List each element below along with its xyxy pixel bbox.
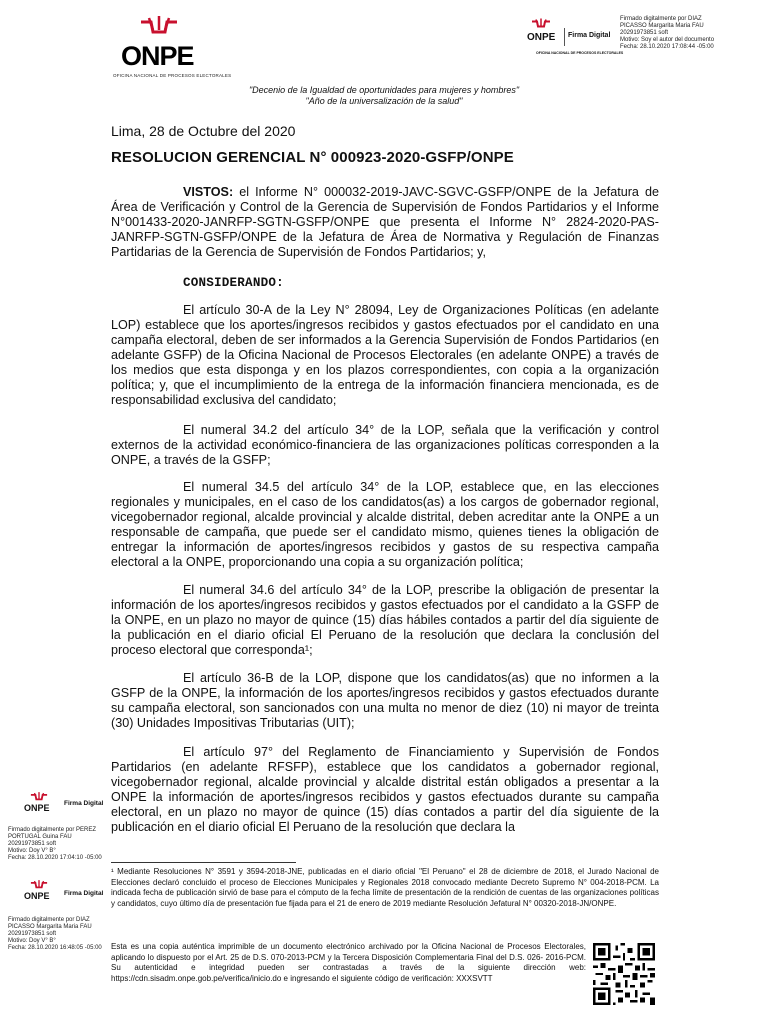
logo-text: ONPE — [121, 41, 194, 71]
signature-line: Fecha: 28.10.2020 17:08:44 -05:00 — [620, 44, 714, 50]
signature-line: Firmado digitalmente por DIAZ — [8, 917, 90, 923]
vistos-label: VISTOS: — [183, 185, 234, 199]
considerando-heading: CONSIDERANDO: — [183, 276, 284, 290]
logo-text: ONPE — [24, 891, 50, 901]
logo-text: ONPE — [24, 803, 50, 813]
header-signature-text — [620, 16, 760, 51]
signature-line: PICASSO Margarita Maria FAU — [620, 23, 704, 29]
paragraph-text: El artículo 97° del Reglamento de Financiamiento y Supervisión de Fondos Partidarios (en adelante RFSFP), establece que los candidatos a gobernador regional, vicegobernador regional, alcalde provincial y alcalde distrital están obligados a presentar a la ONPE la información de aportes/ingresos recibidos y gastos efectuados durante su campaña electoral, en un plazo no mayor de quince (15) días contados a partir del día siguiente de la publicación en el diario oficial El Peruano de la resolución que declara la — [111, 745, 659, 834]
signature-line: 20291973851 soft — [8, 841, 57, 847]
signature-line: Firmado digitalmente por DIAZ — [620, 16, 702, 22]
paragraph-6 — [111, 745, 659, 835]
signature-line: 20291973851 soft — [8, 931, 57, 937]
paragraph-3 — [111, 480, 659, 570]
signature-line: Fecha: 28.10.2020 16:48:05 -05:00 — [8, 945, 102, 951]
signature-line: Fecha: 28.10.2020 17:04:10 -05:00 — [8, 855, 102, 861]
firma-divider — [564, 28, 565, 46]
paragraph-text: El artículo 36-B de la LOP, dispone que los candidatos(as) que no informen a la GSFP de la ONPE, la información de los aportes/ingresos recibidos y gastos efectuados durante su campaña electoral, son sancionados con una multa no menor de diez (10) ni mayor de treinta (30) Unidades Impositivas Tributarias (UIT); — [111, 671, 659, 730]
signature-text — [8, 827, 118, 862]
signature-line: 20291973851 soft — [620, 30, 669, 36]
paragraph-text: El numeral 34.2 del artículo 34° de la LOP, señala que la verificación y control externos de la actividad económico-financiera de las organizaciones políticas corresponden a la ONPE, a través de la GSFP; — [111, 423, 659, 467]
document-title: RESOLUCION GERENCIAL N° 000923-2020-GSFP/ONPE — [111, 149, 514, 166]
vistos-text: el Informe N° 000032-2019-JAVC-SGVC-GSFP/ONPE de la Jefatura de Área de Verificación y Control de la Gerencia de Supervisión de Fondos Partidarios y el Informe N°001433-2020-JANRFP-SGTN-GSFP/ONPE que presenta el Informe N° 2824-2020-PAS-JANRFP-SGTN-GSFP/ONPE de la Jefatura de Área de Normativa y Regulación de Finanzas Partidarias de la Gerencia de Supervisión de Fondos Partidarios; y, — [111, 185, 659, 259]
firma-logo-text: ONPE — [527, 32, 556, 43]
footnote: ¹ Mediante Resoluciones N° 3591 y 3594-2018-JNE, publicadas en el diario oficial "El Peruano" el 28 de diciembre de 2018, el Jurado Nacional de Elecciones declaró concluido el proceso de Elecciones Municipales y Regionales 2018 convocado mediante Decreto Supremo N° 004-2018-PCM. La indicada fecha de publicación sirvió de base para el cómputo de la fecha límite de presentación de la rendición de cuentas de las organizaciones políticas y candidatos, cuyo último día de presentación fue fijada para el 21 de enero de 2019 mediante Resolución Jefatural N° 00320-2018-JN/ONPE. — [111, 867, 659, 908]
firma-digital-label: Firma Digital — [64, 890, 104, 897]
left-signature-2 — [8, 880, 108, 955]
paragraph-2 — [111, 423, 659, 468]
signature-line: Motivo: Soy el autor del documento — [620, 37, 715, 43]
date-line: Lima, 28 de Octubre del 2020 — [111, 123, 296, 139]
signature-line: Motivo: Doy V° B° — [8, 848, 56, 854]
signature-text — [8, 917, 118, 952]
qr-code-icon — [593, 943, 655, 1005]
paragraph-5 — [111, 671, 659, 731]
left-signature-1 — [8, 792, 108, 862]
firma-digital-header — [526, 18, 626, 58]
signature-line: Motivo: Doy V° B° — [8, 938, 56, 944]
logo-subtitle: OFICINA NACIONAL DE PROCESOS ELECTORALES — [113, 73, 232, 78]
paragraph-text: El numeral 34.6 del artículo 34° de la LOP, prescribe la obligación de presentar la información de los aportes/ingresos recibidos y gastos efectuados por el candidato a la GSFP de la ONPE, en un plazo no mayor de quince (15) días hábiles contados a partir del día siguiente de la publicación en el diario oficial El Peruano de la resolución que declara la conclusión del proceso electoral que corresponda¹; — [111, 583, 659, 657]
paragraph-4 — [111, 583, 659, 658]
decenio-line-1: "Decenio de la Igualdad de oportunidades para mujeres y hombres" — [248, 85, 520, 95]
decenio-banner — [0, 85, 768, 107]
firma-digital-label: Firma Digital — [568, 32, 611, 39]
ballot-box-icon — [531, 18, 551, 32]
ballot-box-icon — [139, 16, 179, 42]
firma-digital-label: Firma Digital — [64, 800, 104, 807]
paragraph-1 — [111, 303, 659, 408]
onpe-logo — [113, 14, 232, 84]
footnote-divider — [111, 862, 296, 863]
paragraph-text: El artículo 30-A de la Ley N° 28094, Ley de Organizaciones Políticas (en adelante LOP) establece que los aportes/ingresos recibidos y gastos efectuados por el candidato en una campaña electoral, deben de ser informados a la Gerencia Supervisión de Fondos Partidarios (en adelante GSFP) de la Oficina Nacional de Procesos Electorales (en adelante ONPE) a través de los medios que esta disponga y en los plazos correspondientes, con copia a la organización política; y, que el incumplimiento de la entrega de la información financiera mencionada, es de responsabilidad exclusiva del candidato; — [111, 303, 659, 407]
paragraph-text: El numeral 34.5 del artículo 34° de la LOP, establece que, en las elecciones regionales y municipales, en el caso de los candidatos(as) a los cargos de gobernador regional, vicegobernador regional, alcalde provincial y alcalde distrital, deben acreditar ante la ONPE a un responsable de campaña, que puede ser el candidato mismo, quienes tienes la obligación de entregar la información de aportes/ingresos recibidos y gastos de su respectiva campaña electoral a la ONPE, proporcionando una copia a su organización política; — [111, 480, 659, 569]
verification-footer: Esta es una copia auténtica imprimible de un documento electrónico archivado por la Oficina Nacional de Procesos Electorales, aplicando lo dispuesto por el Art. 25 de D.S. 070-2013-PCM y la Tercera Disposición Complementaria Final del D.S. 026- 2016-PCM. Su autenticidad e integridad pueden ser contrastadas a través de la siguiente dirección web: https://cdn.sisadm.onpe.gob.pe/verifica/inicio.do e ingresando el siguiente código de verificación: XXXSVTT — [111, 942, 586, 983]
decenio-line-2: "Año de la universalización de la salud" — [305, 96, 463, 106]
signature-line: PICASSO Margarita Maria FAU — [8, 924, 92, 930]
signature-line: Firmado digitalmente por PEREZ — [8, 827, 97, 833]
vistos-paragraph — [111, 185, 659, 260]
signature-line: PORTUGAL Guina FAU — [8, 834, 72, 840]
firma-subtitle: OFICINA NACIONAL DE PROCESOS ELECTORALES — [536, 51, 624, 55]
